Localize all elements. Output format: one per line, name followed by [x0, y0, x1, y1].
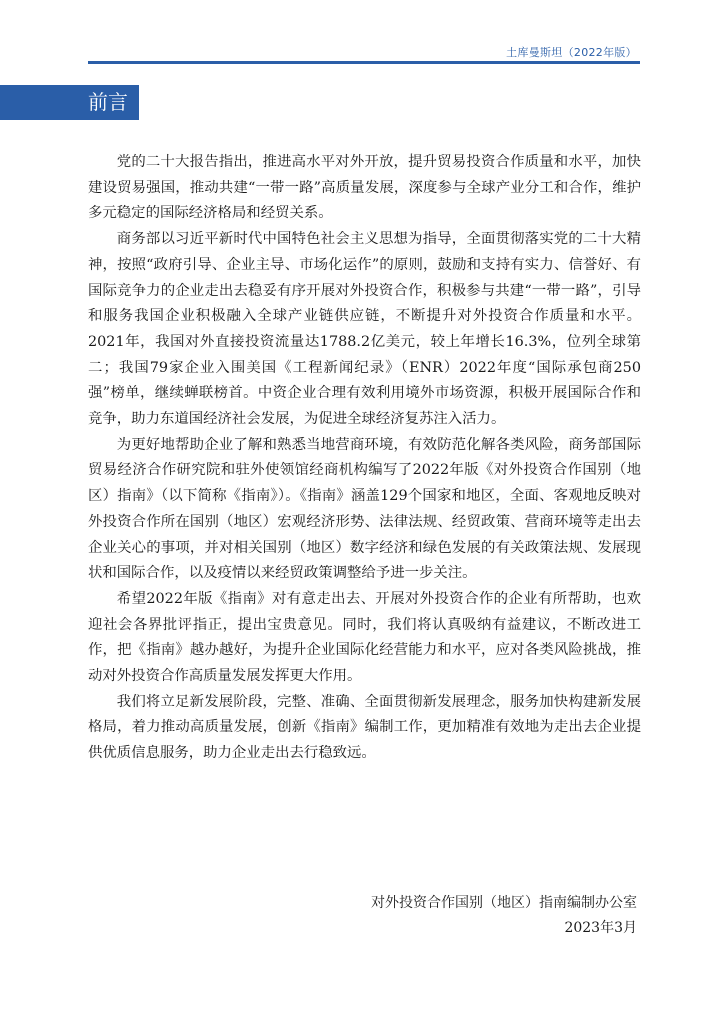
preface-body — [88, 150, 641, 767]
paragraph: 商务部以习近平新时代中国特色社会主义思想为指导，全面贯彻落实党的二十大精神，按照“政府引导、企业主导、市场化运作”的原则，鼓励和支持有实力、信誉好、有国际竞争力的企业走出去稳妥有序开展对外投资合作，积极参与共建“一带一路”，引导和服务我国企业积极融入全球产业链供应链，不断提升对外投资合作质量和水平。2021年，我国对外直接投资流量达1788.2亿美元，较上年增长16.3%，位列全球第二；我国79家企业入围美国《工程新闻纪录》（ENR）2022年度“国际承包商250强”榜单，继续蝉联榜首。中资企业合理有效利用境外市场资源，积极开展国际合作和竞争，助力东道国经济社会发展，为促进全球经济复苏注入活力。 — [88, 231, 641, 428]
signature-office: 对外投资合作国别（地区）指南编制办公室 — [371, 895, 637, 911]
header-rule — [88, 61, 640, 64]
section-title: 前言 — [0, 85, 139, 120]
signature-block — [371, 891, 637, 941]
paragraph: 我们将立足新发展阶段，完整、准确、全面贯彻新发展理念，服务加快构建新发展格局，着力推动高质量发展，创新《指南》编制工作，更加精准有效地为走出去企业提供优质信息服务，助力企业走出去行稳致远。 — [88, 693, 641, 762]
running-header: 土库曼斯坦（2022年版） — [506, 46, 637, 59]
paragraph: 党的二十大报告指出，推进高水平对外开放，提升贸易投资合作质量和水平，加快建设贸易强国，推动共建“一带一路”高质量发展，深度参与全球产业分工和合作，维护多元稳定的国际经济格局和经贸关系。 — [88, 154, 641, 222]
signature-date: 2023年3月 — [564, 920, 637, 936]
paragraph: 希望2022年版《指南》对有意走出去、开展对外投资合作的企业有所帮助，也欢迎社会各界批评指正，提出宝贵意见。同时，我们将认真吸纳有益建议，不断改进工作，把《指南》越办越好，为提升企业国际化经营能力和水平，应对各类风险挑战，推动对外投资合作高质量发展发挥更大作用。 — [88, 590, 641, 685]
paragraph: 为更好地帮助企业了解和熟悉当地营商环境，有效防范化解各类风险，商务部国际贸易经济合作研究院和驻外使领馆经商机构编写了2022年版《对外投资合作国别（地区）指南》（以下简称《指南》）。《指南》涵盖129个国家和地区，全面、客观地反映对外投资合作所在国别（地区）宏观经济形势、法律法规、经贸政策、营商环境等走出去企业关心的事项，并对相关国别（地区）数字经济和绿色发展的有关政策法规、发展现状和国际合作，以及疫情以来经贸政策调整给予进一步关注。 — [88, 436, 641, 582]
